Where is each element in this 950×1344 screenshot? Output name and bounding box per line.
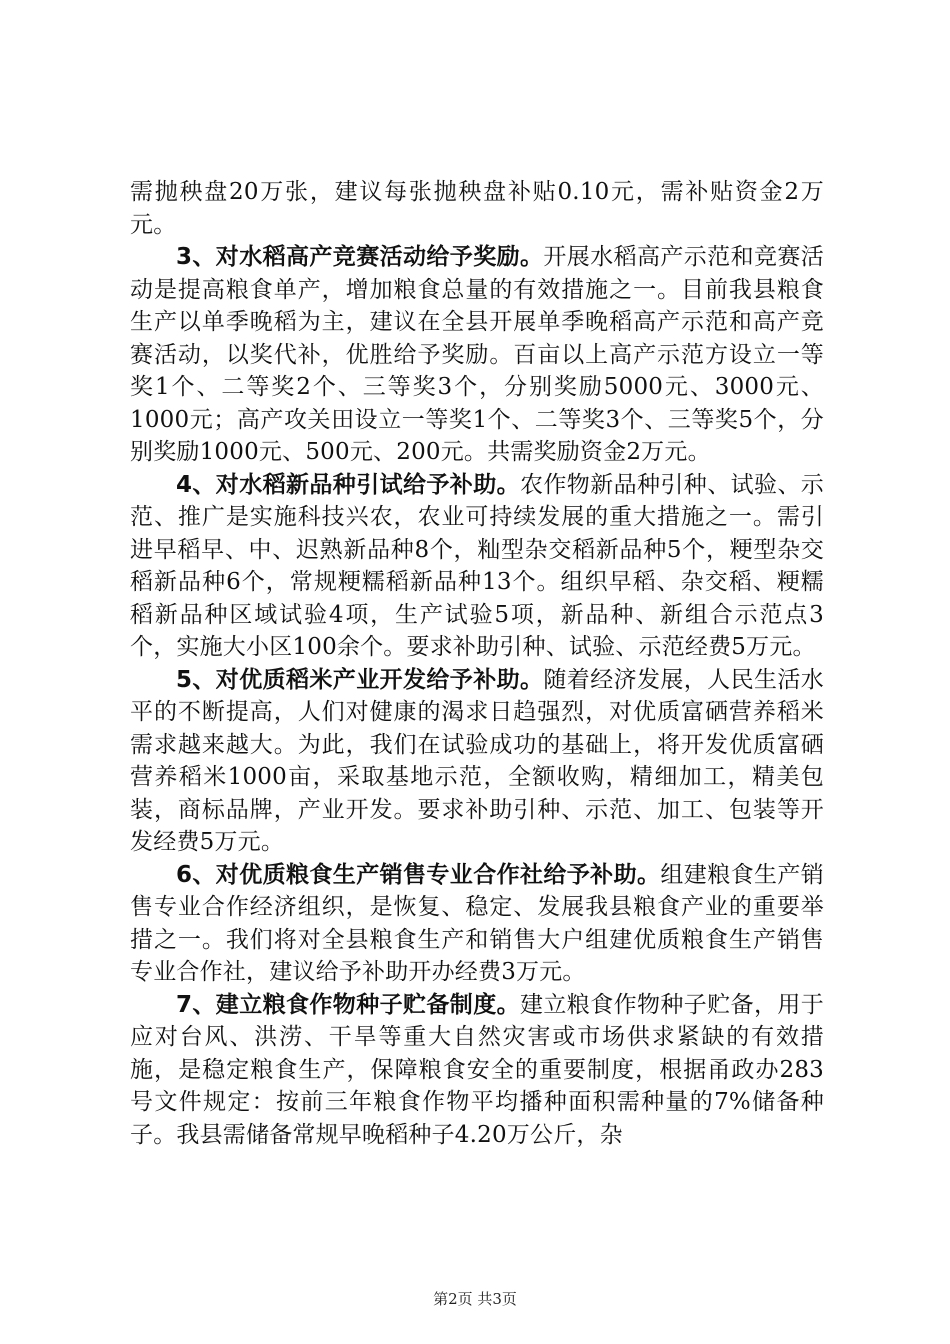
continuation-paragraph: 需抛秧盘20万张，建议每张抛秧盘补贴0.10元，需补贴资金2万元。: [130, 179, 824, 238]
paragraph-6-text: 组建粮食生产销售专业合作经济组织，是恢复、稳定、发展我县粮食产业的重要举措之一。我们将对全县粮食生产和销售大户组建优质粮食生产销售专业合作社，建议给予补助开办经费3万元。: [130, 861, 824, 985]
paragraph-5-text: 随着经济发展，人民生活水平的不断提高，人们对健康的渴求日趋强烈，对优质富硒营养稻米需求越来越大。为此，我们在试验成功的基础上，将开发优质富硒营养稻米1000亩，采取基地示范，全额收购，精细加工，精美包装，商标品牌，产业开发。要求补助引种、示范、加工、包装等开发经费5万元。: [130, 666, 824, 855]
paragraph-3: [130, 241, 824, 469]
paragraph-7-heading: 7、建立粮食作物种子贮备制度。: [176, 991, 520, 1018]
paragraph-7-text: 建立粮食作物种子贮备，用于应对台风、洪涝、干旱等重大自然灾害或市场供求紧缺的有效措施，是稳定粮食生产，保障粮食安全的重要制度，根据甬政办283号文件规定：按前三年粮食作物平均播种面积需种量的7%储备种子。我县需储备常规早晚稻种子4.20万公斤，杂: [130, 991, 824, 1148]
paragraph-3-text: 开展水稻高产示范和竞赛活动是提高粮食单产，增加粮食总量的有效措施之一。目前我县粮食生产以单季晚稻为主，建议在全县开展单季晚稻高产示范和高产竞赛活动，以奖代补，优胜给予奖励。百亩以上高产示范方设立一等奖1个、二等奖2个、三等奖3个，分别奖励5000元、3000元、1000元；高产攻关田设立一等奖1个、二等奖3个、三等奖5个，分别奖励1000元、500元、200元。共需奖励资金2万元。: [130, 244, 824, 465]
paragraph-6-heading: 6、对优质粮食生产销售专业合作社给予补助。: [176, 861, 661, 888]
document-body: [130, 176, 824, 1151]
page-footer: 第2页 共3页: [433, 1290, 517, 1308]
paragraph-3-heading: 3、对水稻高产竞赛活动给予奖励。: [176, 244, 544, 270]
paragraph-4-heading: 4、对水稻新品种引试给予补助。: [176, 471, 520, 498]
paragraph-4: [130, 469, 824, 664]
paragraph-5: [130, 664, 824, 859]
paragraph-4-text: 农作物新品种引种、试验、示范、推广是实施科技兴农，农业可持续发展的重大措施之一。需引进早稻早、中、迟熟新品种8个，籼型杂交稻新品种5个，粳型杂交稻新品种6个，常规粳糯稻新品种13个。组织早稻、杂交稻、粳糯稻新品种区域试验4项，生产试验5项，新品种、新组合示范点3个，实施大小区100余个。要求补助引种、试验、示范经费5万元。: [130, 471, 824, 660]
paragraph-5-heading: 5、对优质稻米产业开发给予补助。: [176, 666, 544, 693]
paragraph-7: [130, 989, 824, 1152]
paragraph-6: [130, 859, 824, 989]
